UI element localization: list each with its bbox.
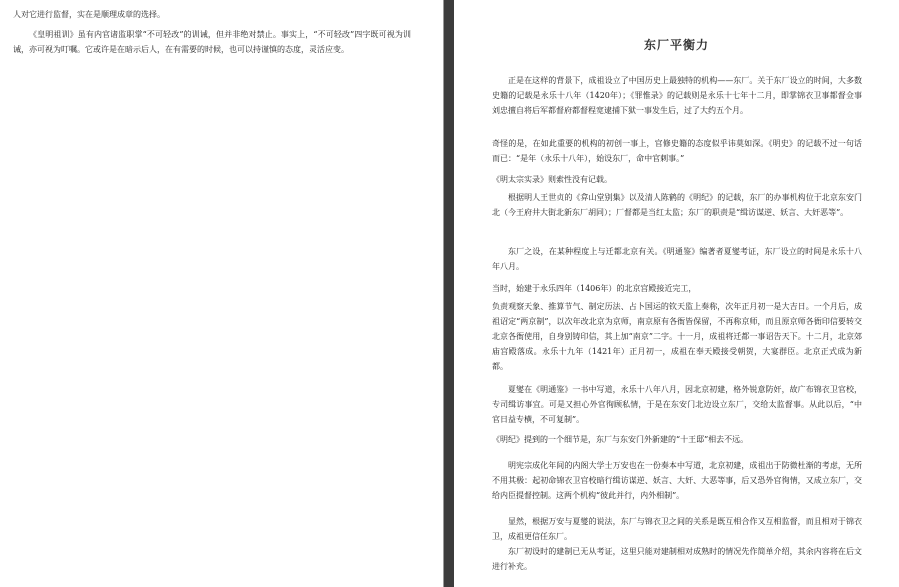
left-page <box>0 0 443 587</box>
page-divider <box>443 0 444 587</box>
paragraph: 明宪宗成化年间的内阁大学士万安也在一份奏本中写道，北京初建，成祖出于防微杜渐的考虑，无所不用其极：起初命锦衣卫官校暗行缉访谋逆、妖言、大奸、大恶等事，后又恐外官徇情，又成立东厂，交给内臣提督控制。这两个机构“彼此并行，内外相制”。 <box>492 461 862 500</box>
paragraph: 显然，根据万安与夏燮的说法，东厂与锦衣卫之间的关系是既互相合作又互相监督，而且相对于锦衣卫，成祖更信任东厂。 <box>492 517 862 541</box>
chapter-title: 东厂平衡力 <box>643 38 709 52</box>
paragraph: 东厂初设时的建制已无从考证，这里只能对建制相对成熟时的情况先作简单介绍，其余内容将在后文进行补充。 <box>492 547 862 571</box>
paragraph: 东厂之设，在某种程度上与迁都北京有关。《明通鉴》编著者夏燮考证，东厂设立的时间是永乐十八年八月。 <box>492 247 862 271</box>
paragraph: 夏燮在《明通鉴》一书中写道，永乐十八年八月，因北京初建，格外锐意防奸，故广布锦衣卫官校，专司缉访事宜。可是又担心外官徇顾私情，于是在东安门北边设立东厂，交给太监督事。从此以后，“中官日益专横，不可复制”。 <box>492 385 862 424</box>
paragraph: 正是在这样的背景下，成祖设立了中国历史上最独特的机构——东厂。关于东厂设立的时间，大多数史籍的记载是永乐十八年（1420年）；《罪惟录》的记载则是永乐十七年十二月，即掌锦衣卫事都督佥事刘忠擅自将后军都督府都督程宽逮捕下狱一事发生后，过了大约五个月。 <box>492 76 862 115</box>
paragraph: 奇怪的是，在如此重要的机构的初创一事上，官修史籍的态度似乎讳莫如深。《明史》的记载不过一句话而已：“是年（永乐十八年），始设东厂，命中官刺事。” <box>492 139 862 163</box>
right-page <box>454 0 899 587</box>
paragraph: 人对它进行监督，实在是顺理成章的选择。 <box>13 10 165 19</box>
paragraph: 《明纪》提到的一个细节是，东厂与东安门外新建的“十王邸”相去不远。 <box>492 435 749 444</box>
paragraph: 根据明人王世贞的《弇山堂别集》以及清人陈鹤的《明纪》的记载，东厂的办事机构位于北京东安门北（今王府井大街北新东厂胡同）；厂督都是当红太监；东厂的职责是“缉访谋逆、妖言、大奸恶等”。 <box>492 193 862 217</box>
paragraph: 《明太宗实录》则索性没有记载。 <box>492 175 612 184</box>
paragraph: 《皇明祖训》虽有内官诸监职掌“不可轻改”的训诫，但并非绝对禁止。事实上，“不可轻改”四字既可视为训诫，亦可视为叮嘱。它或许是在暗示后人，在有需要的时候，也可以持谨慎的态度，灵活应变。 <box>13 30 411 54</box>
paragraph: 负责观察天象、推算节气、制定历法、占卜国运的钦天监上奏称，次年正月初一是大吉日。一个月后，成祖诏定“两京制”，以次年改北京为京师，南京原有各衙皆保留，不再称京师，而且原京师各衙印信要转交北京各衙使用，自身别铸印信，其上加“南京”二字。十一月，成祖将迁都一事诏告天下。十二月，北京郊庙宫殿落成。永乐十九年（1421年）正月初一，成祖在奉天殿接受朝贺，大宴群臣。北京正式成为新都。 <box>492 302 862 371</box>
paragraph: 当时，始建于永乐四年（1406年）的北京宫殿接近完工， <box>492 284 697 293</box>
